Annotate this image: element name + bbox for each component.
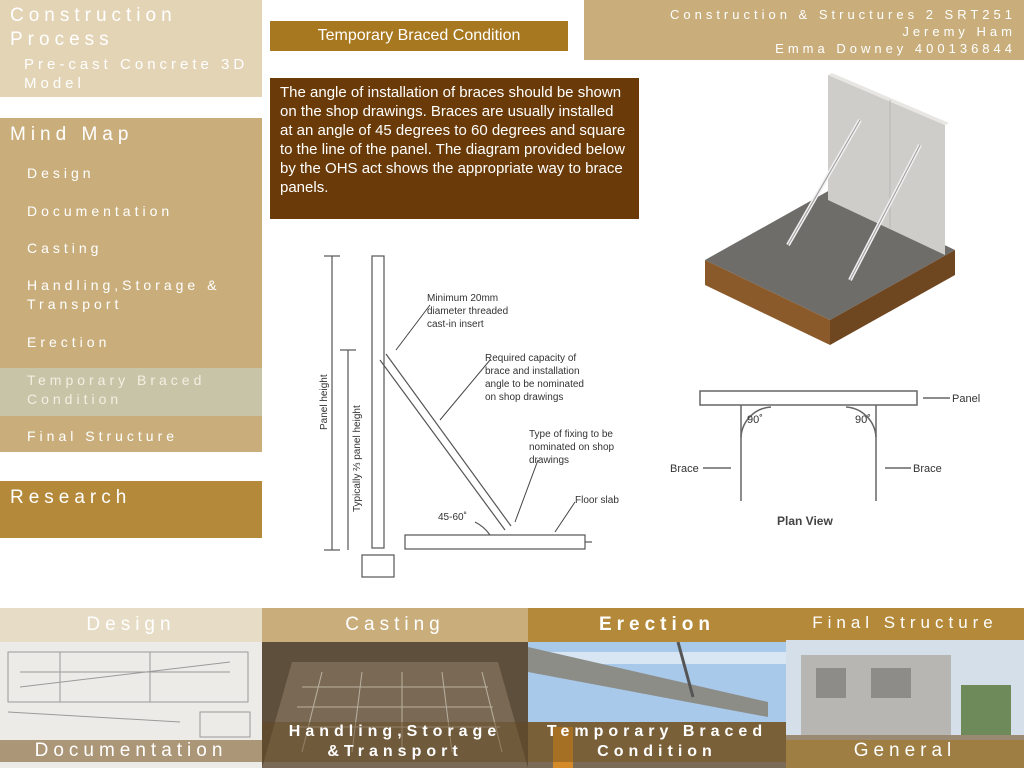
bottom-nav-design[interactable] bbox=[0, 608, 262, 642]
plan-view-diagram bbox=[665, 385, 995, 535]
plan-view-caption: Plan View bbox=[777, 514, 833, 528]
bottom-nav-final-structure-label: Final Structure bbox=[812, 613, 998, 632]
course-name: Construction & Structures 2 SRT251 bbox=[669, 7, 1016, 22]
panel-height-label: Panel height bbox=[319, 374, 330, 430]
insert-label-3: cast-in insert bbox=[427, 319, 484, 330]
plan-brace-right-label: Brace bbox=[913, 463, 942, 475]
brace-elevation-diagram bbox=[310, 250, 650, 585]
bottom-nav-erection[interactable] bbox=[528, 608, 786, 642]
bottom-nav-casting[interactable] bbox=[262, 608, 528, 642]
lecturer-name: Jeremy Ham bbox=[902, 24, 1016, 39]
insert-label-1: Minimum 20mm bbox=[427, 293, 499, 304]
sidebar-item-label: Erection bbox=[27, 334, 111, 350]
plan-angle-right-label: 90˚ bbox=[855, 414, 871, 426]
sidebar-item-label: Casting bbox=[27, 240, 103, 256]
page-title: Temporary Braced Condition bbox=[270, 21, 568, 51]
plan-panel-label: Panel bbox=[952, 393, 981, 405]
svg-text:Required capacity ofbrace and bbox=[485, 353, 584, 403]
sidebar-item-casting[interactable] bbox=[0, 239, 262, 258]
capacity-label-1: Required capacity of bbox=[485, 353, 577, 364]
app-title: Construction Process bbox=[10, 5, 177, 50]
bottom-nav-general[interactable]: General bbox=[786, 740, 1024, 768]
svg-text:Type of fixing to benominated bbox=[529, 429, 615, 466]
angle-label: 45-60˚ bbox=[438, 512, 467, 523]
insert-label-2: diameter threaded bbox=[427, 306, 509, 317]
sidebar-item-label: Handling,Storage & Transport bbox=[27, 277, 221, 312]
sidebar-item-erection[interactable] bbox=[0, 333, 262, 352]
bottom-nav-final-structure[interactable] bbox=[786, 608, 1024, 640]
fixing-label-1: Type of fixing to be bbox=[529, 429, 613, 440]
app-subtitle: Pre-cast Concrete 3D Model bbox=[24, 56, 249, 92]
sidebar-item-final-structure[interactable] bbox=[0, 427, 262, 446]
plan-brace-left-label: Brace bbox=[670, 463, 699, 475]
sidebar-item-temporary-braced[interactable] bbox=[0, 368, 262, 416]
sidebar-item-label: Design bbox=[27, 165, 95, 181]
title-block bbox=[0, 0, 262, 97]
sidebar-item-handling[interactable] bbox=[0, 276, 262, 314]
final-structure-photo[interactable] bbox=[786, 640, 1024, 768]
sidebar-item-label: Final Structure bbox=[27, 428, 179, 444]
capacity-label-2: brace and installation bbox=[485, 366, 580, 377]
erection-photo[interactable] bbox=[528, 642, 786, 768]
casting-photo[interactable] bbox=[262, 642, 528, 768]
fixing-label-3: drawings bbox=[529, 455, 570, 466]
sidebar bbox=[0, 118, 262, 452]
plan-angle-left-label: 90˚ bbox=[747, 414, 763, 426]
bottom-nav-design-label: Design bbox=[86, 614, 176, 635]
research-button[interactable] bbox=[0, 481, 262, 538]
bottom-nav-erection-label: Erection bbox=[598, 614, 716, 635]
fixing-label-2: nominated on shop bbox=[529, 442, 615, 453]
two-thirds-label: Typically ⅔ panel height bbox=[352, 405, 363, 512]
model-3d-image bbox=[700, 70, 960, 350]
capacity-label-3: angle to be nominated bbox=[485, 379, 584, 390]
floor-slab-label: Floor slab bbox=[575, 495, 619, 506]
course-header bbox=[584, 0, 1024, 60]
sidebar-heading: Mind Map bbox=[10, 124, 134, 145]
research-label: Research bbox=[10, 487, 132, 508]
capacity-label-4: on shop drawings bbox=[485, 392, 564, 403]
bottom-nav-documentation[interactable]: Documentation bbox=[0, 740, 262, 762]
bottom-nav-handling[interactable]: Handling,Storage &Transport bbox=[262, 722, 528, 762]
bottom-nav-temporary[interactable]: Temporary Braced Condition bbox=[528, 722, 786, 762]
sidebar-item-label: Temporary Braced Condition bbox=[27, 372, 206, 407]
description-text: The angle of installation of braces should be shown on the shop drawings. Braces are usually installed at an angle of 45 degrees to 60 degrees and square to the line of the panel. The diagram provided below by the OHS act shows the appropriate way to brace panels. bbox=[270, 78, 639, 219]
sidebar-item-documentation[interactable] bbox=[0, 202, 262, 221]
student-name: Emma Downey 400136844 bbox=[775, 41, 1016, 56]
design-drawing-photo[interactable] bbox=[0, 642, 262, 768]
svg-text:Minimum 20mmdiameter threadedc bbox=[427, 293, 508, 330]
sidebar-item-label: Documentation bbox=[27, 203, 174, 219]
sidebar-item-design[interactable] bbox=[0, 164, 262, 183]
bottom-nav-casting-label: Casting bbox=[345, 614, 445, 635]
